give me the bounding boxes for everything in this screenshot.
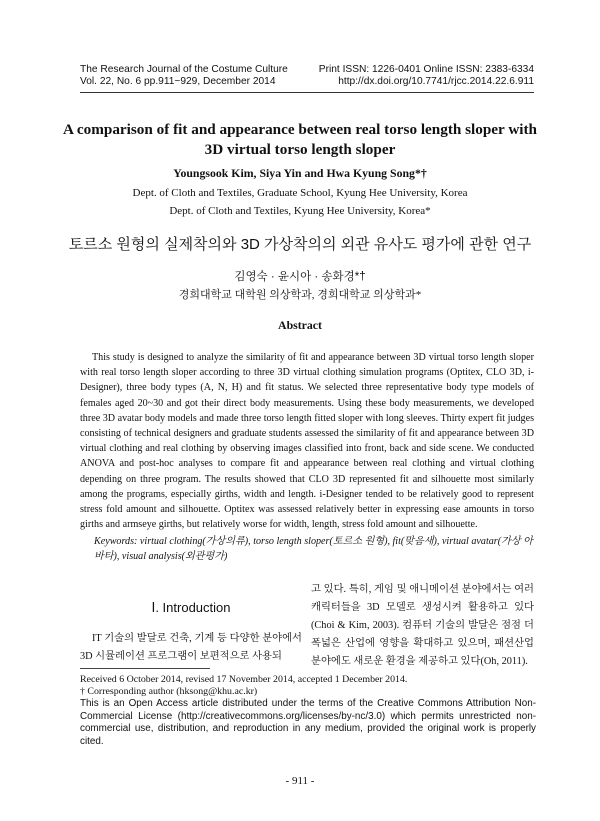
footnote-license: This is an Open Access article distributed under the terms of the Creative Commons Attribution Non-Commercial License (http://creativecommons.org/licenses/by-nc/3.0) which permits unrestricted non-commercial use, distribution, and reproduction in any medium, provided the original work is properly cited. — [80, 698, 536, 747]
journal-name: The Research Journal of the Costume Culture — [80, 64, 288, 75]
authors-en: Youngsook Kim, Siya Yin and Hwa Kyung Song*† — [173, 166, 427, 180]
intro-right-column: 고 있다. 특히, 게임 및 애니메이션 분야에서는 여러 캐릭터들을 3D 모델로 생성시켜 활용하고 있다(Choi & Kim, 2003). 컴퓨터 기술의 발달은 점점 더 폭넓은 산업에 영향을 확대하고 있으며, 패션산업 분야에도 새로운 환경을 제공하고 있다(Oh, 2011). — [311, 584, 534, 667]
section-title-introduction: Ⅰ. Introduction — [151, 600, 231, 615]
journal-header-left — [80, 64, 288, 88]
abstract-heading: Abstract — [278, 318, 322, 332]
journal-volume: Vol. 22, No. 6 pp.911~929, December 2014 — [80, 76, 276, 87]
footnote-received: Received 6 October 2014, revised 17 November 2014, accepted 1 December 2014. — [80, 674, 408, 685]
header-divider — [80, 92, 534, 93]
abstract-text: This study is designed to analyze the similarity of fit and appearance between 3D virtual torso length sloper with real torso length sloper according to three 3D virtual clothing simulation programs (Optitex, CLO 3D, i-Designer), three body types (A, N, H) and fit status. We selected three representative body type models of females aged 20~30 and got their direct body measurements. Using these body measurements, we developed three 3D avatar body models and made three torso length fitted sloper with long sleeves. Thirty expert fit judges consisting of technical designers and graduate students assessed the similarity of fit and appearance between 3D virtual clothing and real clothing by observing images classified into front, back and side scene. We conducted ANOVA and post-hoc analyses to compare fit and appearance between real clothing and virtual clothing depending on three program. The results showed that CLO 3D represented fit and silhouette most similarly among the programs, especially girths, width and length. i-Designer tended to be relatively good to represent stress fold amount and silhouette. Optitex was assessed relatively better in expressing ease amounts in torso girths and armseye girths, but relatively worse for width, length, stress fold amount and silhouette. — [80, 352, 534, 531]
paper-title-en: A comparison of fit and appearance between real torso length sloper with 3D virtual torso length sloper — [62, 121, 538, 158]
authors-ko: 김영숙 · 윤시아 · 송화경*† — [234, 271, 366, 283]
keywords-text: virtual clothing(가상의류), torso length sloper(토르소 원형), fit(맞음새), virtual avatar(가상 아바타), visual analysis(외관평가) — [94, 536, 533, 562]
affiliation-2: Dept. of Cloth and Textiles, Kyung Hee University, Korea* — [169, 205, 431, 217]
keywords-label: Keywords: — [94, 536, 138, 547]
footnote-divider — [80, 668, 210, 669]
affiliation-1: Dept. of Cloth and Textiles, Graduate School, Kyung Hee University, Korea — [132, 187, 468, 199]
footnote-corresponding: † Corresponding author (hksong@khu.ac.kr) — [80, 686, 258, 697]
intro-left-column: IT 기술의 발달로 건축, 기계 등 다양한 분야에서 3D 시뮬레이션 프로그램이 보편적으로 사용되 — [80, 633, 302, 662]
journal-header-right — [319, 64, 534, 88]
journal-issn: Print ISSN: 1226-0401 Online ISSN: 2383-6334 — [318, 64, 534, 75]
journal-doi[interactable]: http://dx.doi.org/10.7741/rjcc.2014.22.6.911 — [338, 76, 534, 87]
keywords — [94, 535, 534, 564]
paper-title-ko: 토르소 원형의 실제착의와 3D 가상착의의 외관 유사도 평가에 관한 연구 — [68, 236, 532, 253]
affiliation-ko: 경희대학교 대학원 의상학과, 경희대학교 의상학과* — [178, 289, 422, 301]
page-number: - 911 - — [285, 775, 315, 787]
